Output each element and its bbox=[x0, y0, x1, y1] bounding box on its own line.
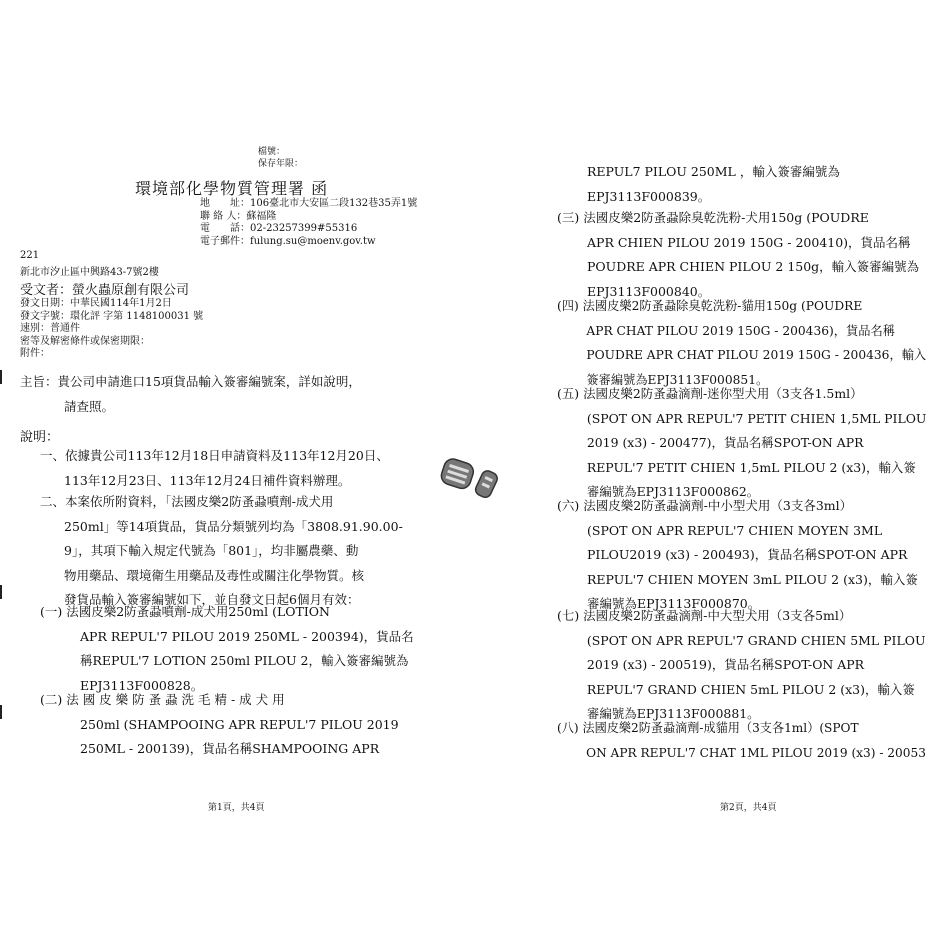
paragraph-line: (二) 法 國 皮 樂 防 蚤 蝨 洗 毛 精 - 成 犬 用 bbox=[40, 692, 285, 707]
paragraph-line: (SPOT ON APR REPUL'7 GRAND CHIEN 5ML PILOU bbox=[586, 632, 926, 648]
paragraph-line: 審編號為EPJ3113F000881。 bbox=[586, 706, 760, 721]
sub-item-6 bbox=[557, 494, 918, 617]
sub-item-3 bbox=[557, 206, 919, 304]
paragraph-line: 9」，其項下輸入規定代號為「801」，均非屬農藥、動 bbox=[64, 543, 359, 558]
continued-item-2 bbox=[587, 160, 840, 209]
paragraph-line: 250ML - 200139)，貨品名稱SHAMPOOING APR bbox=[80, 741, 380, 756]
urgency: 速別：普通件 bbox=[20, 323, 80, 334]
document-page-2 bbox=[467, 0, 934, 934]
paragraph-line: EPJ3113F000828。 bbox=[80, 677, 204, 693]
paragraph-line: (SPOT ON APR REPUL'7 CHIEN MOYEN 3ML bbox=[587, 522, 883, 538]
paragraph-line: PILOU2019 (x3) - 200493)，貨品名稱SPOT-ON APR bbox=[587, 547, 908, 562]
page-number-footer: 第1頁，共4頁 bbox=[208, 803, 265, 813]
paragraph-line: REPUL'7 CHIEN MOYEN 3mL PILOU 2 (x3)，輸入簽 bbox=[587, 571, 918, 587]
issue-date: 發文日期：中華民國114年1月2日 bbox=[20, 298, 172, 309]
retention-period-label: 保存年限： bbox=[258, 159, 304, 169]
contact-email: 電子郵件：fulung.su@moenv.gov.tw bbox=[200, 235, 376, 247]
contact-person: 聯 絡 人：蘇福隆 bbox=[200, 210, 277, 222]
recipient-address: 新北市汐止區中興路43-7號2樓 bbox=[20, 267, 159, 278]
page-number-footer: 第2頁，共4頁 bbox=[720, 803, 777, 813]
sub-item-1 bbox=[40, 600, 414, 698]
contact-block bbox=[200, 198, 417, 248]
paragraph-line: (六) 法國皮樂2防蚤蝨滴劑-中小型犬用（3支各3ml） bbox=[557, 498, 853, 513]
paragraph-line: REPUL'7 PETIT CHIEN 1,5mL PILOU 2 (x3)，輸入簽 bbox=[586, 459, 916, 475]
paragraph-line: (五) 法國皮樂2防蚤蝨滴劑-迷你型犬用（3支各1.5ml） bbox=[557, 386, 863, 401]
sub-item-7 bbox=[557, 604, 927, 727]
paragraph-line: (七) 法國皮樂2防蚤蝨滴劑-中大型犬用（3支各5ml） bbox=[557, 608, 852, 623]
attachments: 附件： bbox=[20, 348, 50, 359]
paragraph-line: 物用藥品、環境衛生用藥品及毒性或關注化學物質。核 bbox=[64, 567, 365, 583]
paragraph-line: (SPOT ON APR REPUL'7 PETIT CHIEN 1,5ML PILOU bbox=[586, 410, 927, 426]
sub-item-8 bbox=[557, 716, 934, 765]
paragraph-line: 審編號為EPJ3113F000870。 bbox=[587, 596, 761, 611]
paragraph-line: 250ml」等14項貨品，貨品分類號列均為「3808.91.90.00- bbox=[64, 518, 403, 534]
sub-item-4 bbox=[557, 294, 934, 392]
scan-edge-mark bbox=[0, 370, 2, 384]
paragraph-line: REPUL'7 GRAND CHIEN 5mL PILOU 2 (x3)，輸入簽 bbox=[586, 681, 915, 697]
paragraph-line: EPJ3113F000839。 bbox=[587, 188, 711, 204]
paragraph-line: POUDRE APR CHAT PILOU 2019 150G - 200436，輸入 bbox=[586, 347, 927, 362]
recipient: 受文者：螢火蟲原創有限公司 bbox=[20, 283, 190, 298]
subject-paragraph bbox=[20, 370, 361, 419]
paragraph-line: 250ml (SHAMPOOING APR REPUL'7 PILOU 2019 bbox=[80, 716, 399, 732]
paragraph-line: ON APR REPUL'7 CHAT 1ML PILOU 2019 (x3) - 20053 bbox=[586, 744, 926, 760]
paragraph-line: APR REPUL'7 PILOU 2019 250ML - 200394)，貨品名 bbox=[80, 628, 414, 644]
agency-letter-title: 環境部化學物質管理署 函 bbox=[135, 179, 329, 198]
paragraph-line: 發貨品輸入簽審編號如下，並自發文日起6個月有效： bbox=[64, 592, 360, 607]
paragraph-line: 簽審編號為EPJ3113F000851。 bbox=[586, 371, 769, 387]
paragraph-line: 二、本案依所附資料，「法國皮樂2防蚤蝨噴劑-成犬用 bbox=[40, 494, 334, 509]
paragraph-line: 113年12月23日、113年12月24日補件資料辦理。 bbox=[64, 472, 351, 488]
scan-edge-mark bbox=[0, 705, 2, 719]
paragraph-line: APR CHAT PILOU 2019 150G - 200436)，貨品名稱 bbox=[586, 322, 895, 338]
paragraph-line: REPUL7 PILOU 250ML ，輸入簽審編號為 bbox=[587, 164, 840, 179]
paragraph-line: 一、依據貴公司113年12月18日申請資料及113年12月20日、 bbox=[40, 448, 389, 463]
paragraph-line: (三) 法國皮樂2防蚤蝨除臭乾洗粉-犬用150g (POUDRE bbox=[557, 210, 869, 225]
subject-line: 請查照。 bbox=[64, 398, 115, 414]
paragraph-line: 稱REPUL'7 LOTION 250ml PILOU 2，輸入簽審編號為 bbox=[80, 653, 409, 668]
sub-item-2 bbox=[40, 688, 399, 762]
paragraph-line: APR CHIEN PILOU 2019 150G - 200410)，貨品名稱 bbox=[587, 234, 911, 250]
paragraph-line: 審編號為EPJ3113F000862。 bbox=[586, 484, 760, 499]
contact-address: 地 址：106臺北市大安區二段132巷35弄1號 bbox=[200, 198, 418, 209]
paragraph-line: 2019 (x3) - 200477)，貨品名稱SPOT-ON APR bbox=[586, 435, 864, 450]
document-number: 發文字號：環化評 字第 1148100031 號 bbox=[20, 310, 204, 322]
document-meta bbox=[20, 298, 203, 361]
contact-phone: 電 話：02-23257399#55316 bbox=[200, 223, 358, 234]
explanation-label: 說明： bbox=[20, 430, 60, 445]
explanation-item-1 bbox=[40, 444, 389, 493]
postal-code: 221 bbox=[20, 250, 40, 261]
paragraph-line: POUDRE APR CHIEN PILOU 2 150g，輸入簽審編號為 bbox=[587, 259, 920, 274]
paragraph-line: (八) 法國皮樂2防蚤蝨滴劑-成貓用（3支各1ml）(SPOT bbox=[557, 720, 859, 735]
archive-number-label: 檔號： bbox=[258, 147, 286, 157]
paragraph-line: (一) 法國皮樂2防蚤蝨噴劑-成犬用250ml (LOTION bbox=[40, 604, 330, 619]
paragraph-line: (四) 法國皮樂2防蚤蝨除臭乾洗粉-貓用150g (POUDRE bbox=[557, 298, 863, 313]
explanation-item-2 bbox=[40, 490, 403, 613]
classification: 密等及解密條件或保密期限： bbox=[20, 335, 150, 347]
paragraph-line: EPJ3113F000840。 bbox=[587, 283, 711, 299]
sub-item-5 bbox=[557, 382, 928, 505]
paragraph-line: 2019 (x3) - 200519)，貨品名稱SPOT-ON APR bbox=[586, 657, 865, 672]
subject-line: 主旨：貴公司申請進口15項貨品輸入簽審編號案，詳如說明， bbox=[20, 374, 361, 389]
scan-edge-mark bbox=[0, 585, 2, 599]
